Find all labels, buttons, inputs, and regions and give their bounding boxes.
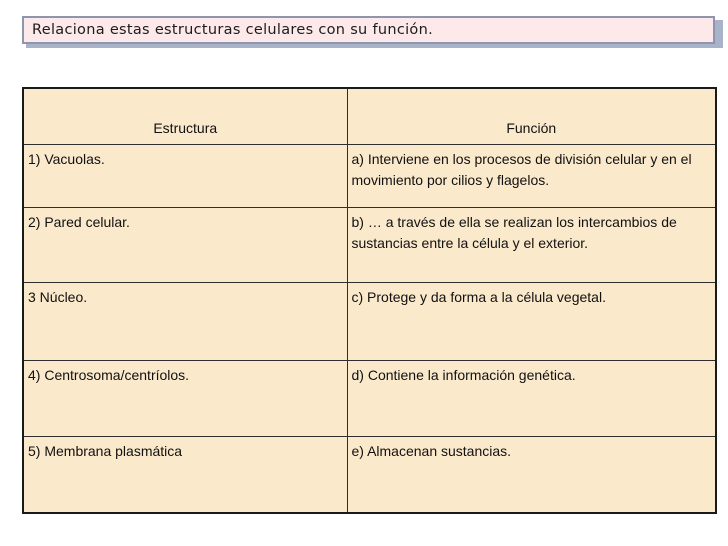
table-row	[23, 360, 716, 436]
cell-estructura: 3 Núcleo.	[23, 282, 347, 360]
matching-table-container	[22, 87, 715, 512]
cell-funcion: b) … a través de ella se realizan los intercambios de sustancias entre la célula y el exterior.	[347, 207, 716, 282]
cell-funcion: a) Interviene en los procesos de división celular y en el movimiento por cilios y flagelos.	[347, 144, 716, 207]
cell-funcion: d) Contiene la información genética.	[347, 360, 716, 436]
header-funcion: Función	[347, 88, 716, 144]
table-row	[23, 144, 716, 207]
cell-estructura: 4) Centrosoma/centríolos.	[23, 360, 347, 436]
cell-estructura: 1) Vacuolas.	[23, 144, 347, 207]
table-header-row	[23, 88, 716, 144]
table-row	[23, 282, 716, 360]
page-title: Relaciona estas estructuras celulares con su función.	[22, 16, 715, 44]
cell-funcion: c) Protege y da forma a la célula vegetal.	[347, 282, 716, 360]
cell-estructura: 5) Membrana plasmática	[23, 436, 347, 513]
cell-funcion: e) Almacenan sustancias.	[347, 436, 716, 513]
header-estructura: Estructura	[23, 88, 347, 144]
matching-table	[22, 87, 717, 514]
table-row	[23, 207, 716, 282]
cell-estructura: 2) Pared celular.	[23, 207, 347, 282]
table-row	[23, 436, 716, 513]
